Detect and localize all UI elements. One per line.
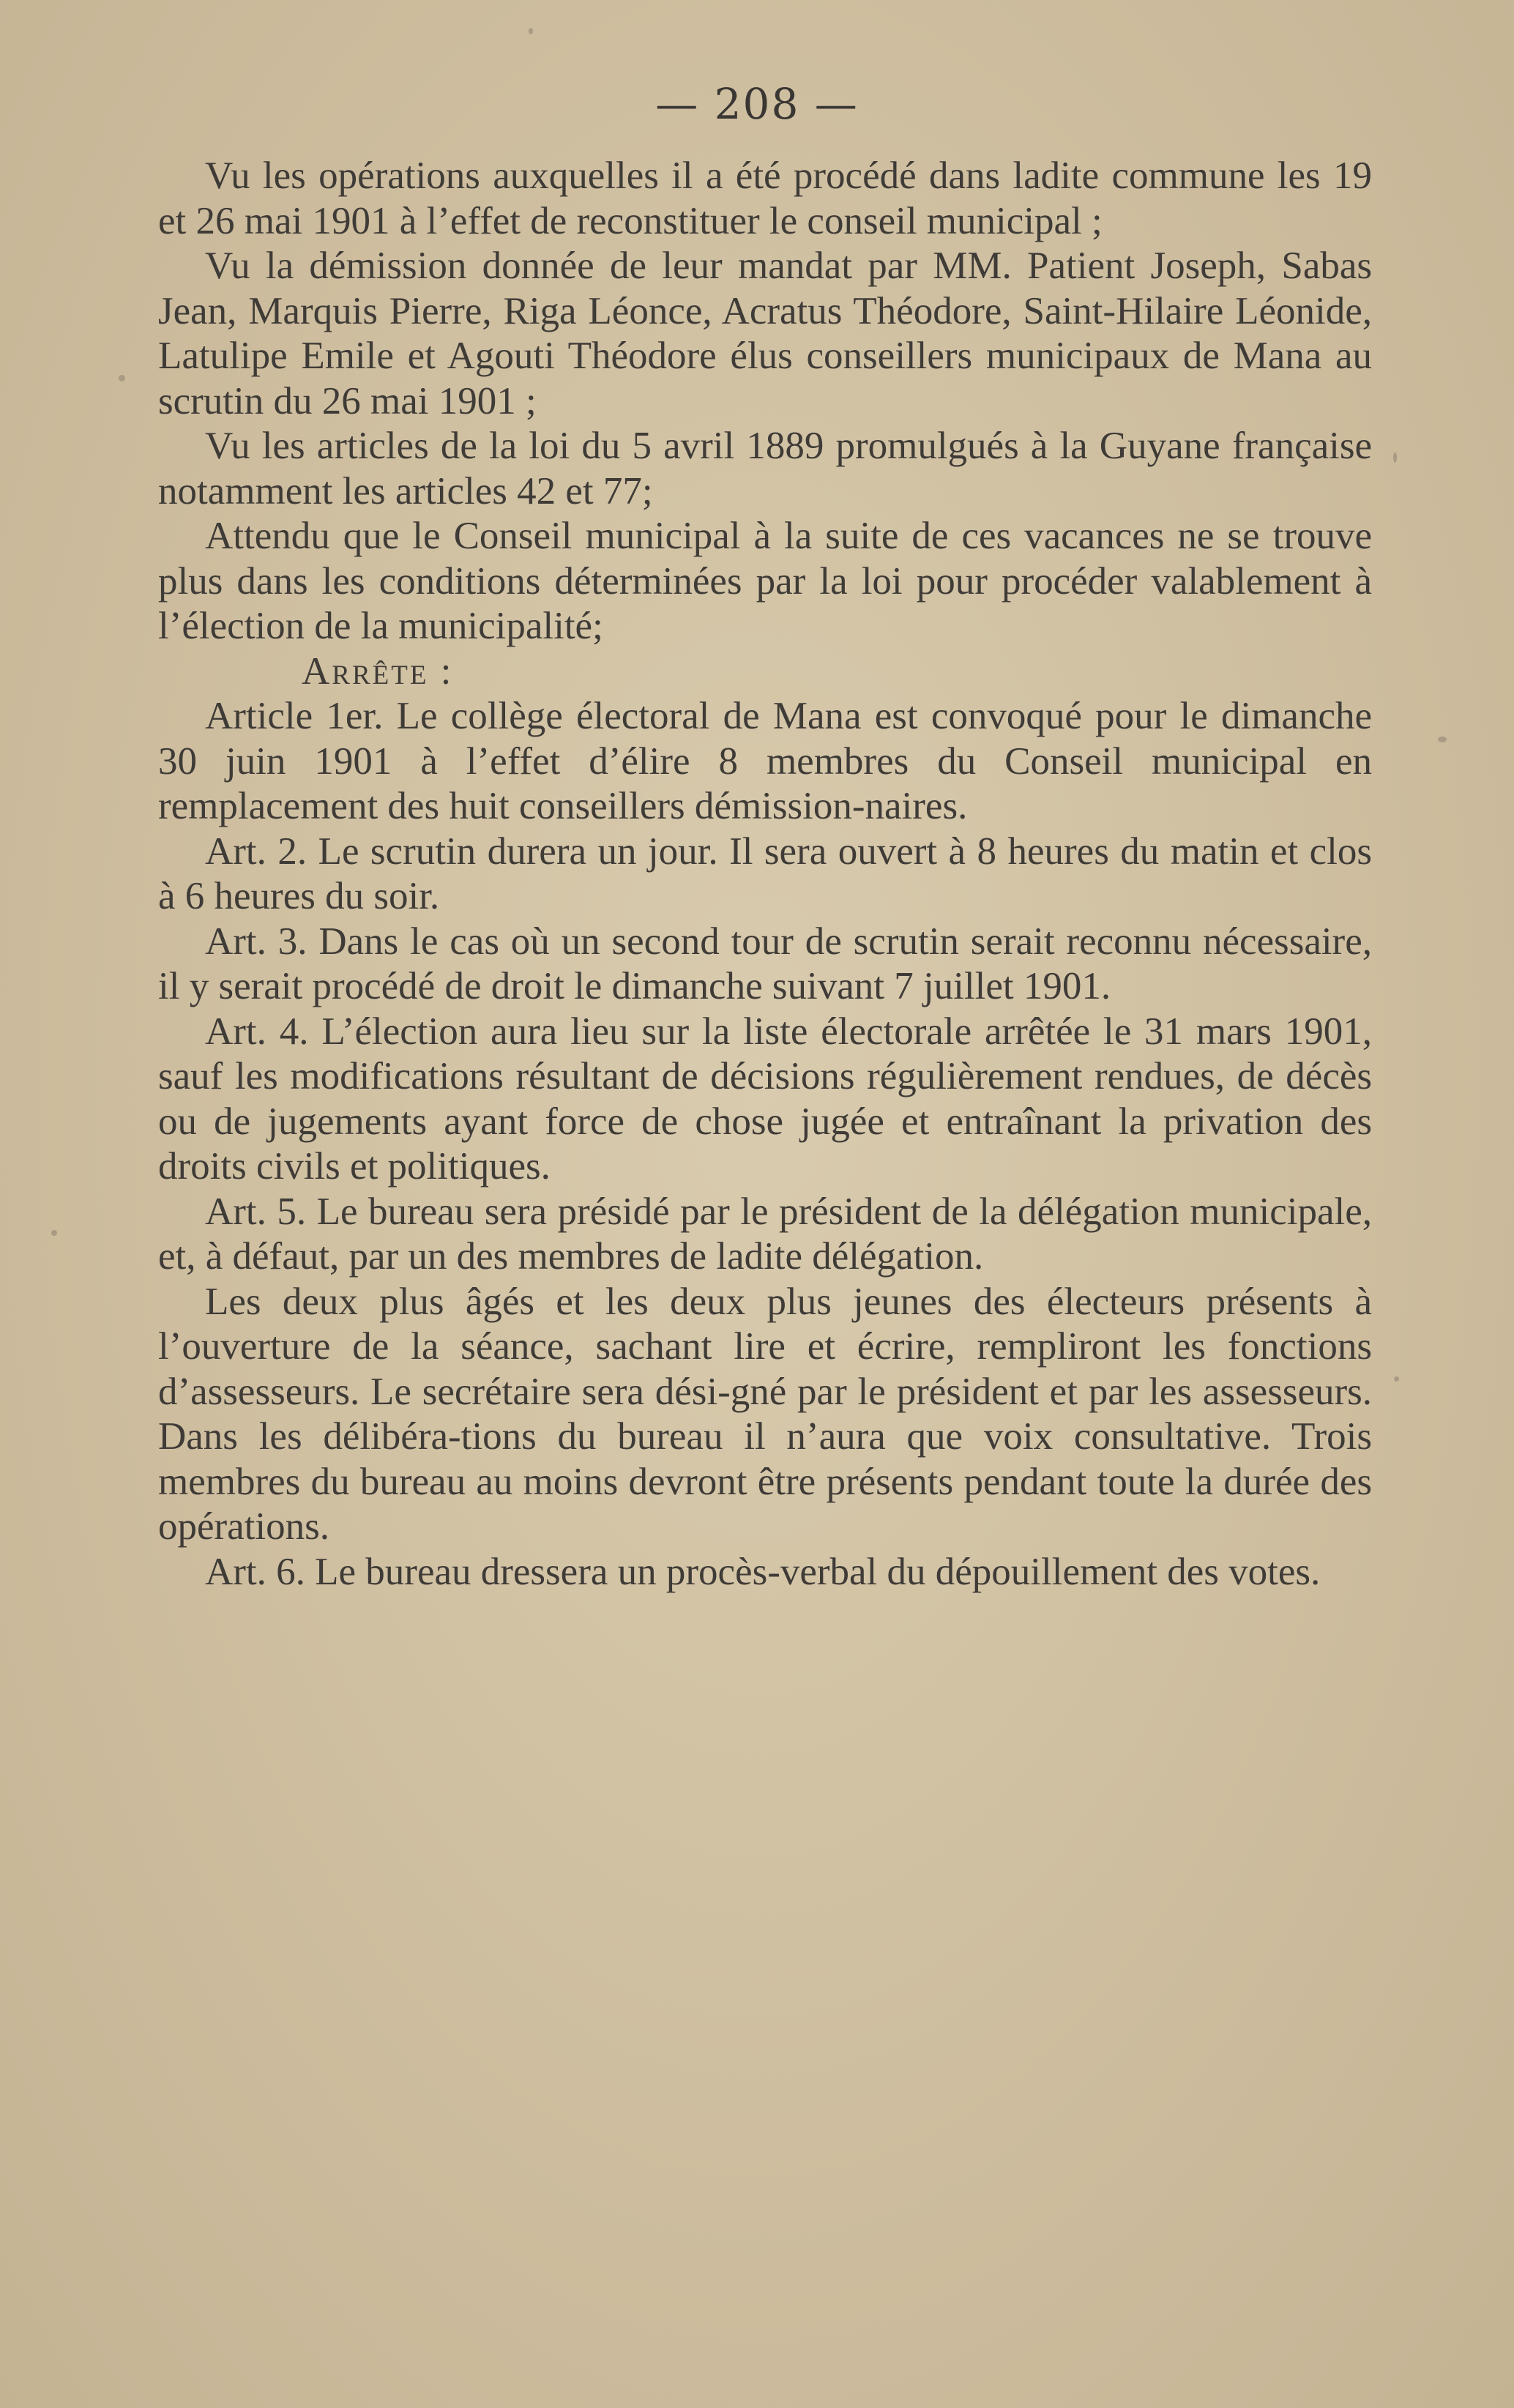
- paragraph-article-2: Art. 2. Le scrutin durera un jour. Il sera ouvert à 8 heures du matin et clos à 6 heures du soir.: [158, 830, 1372, 917]
- paper-speck: [1438, 737, 1447, 742]
- paragraph-article-4: Art. 4. L’élection aura lieu sur la liste électorale arrêtée le 31 mars 1901, sauf les modifications résultant de décisions régulièrement rendues, de décès ou de jugements ayant force de chose jugée et entraînant la privation des droits civils et politiques.: [158, 1010, 1372, 1188]
- document-body: [158, 154, 1372, 1595]
- page-number: — 208 —: [655, 79, 859, 129]
- heading-arrete: Arrête :: [302, 649, 454, 693]
- paper-speck: [1393, 452, 1397, 463]
- paragraph-considerant-loi: Vu les articles de la loi du 5 avril 1889 promulgués à la Guyane française notamment les articles 42 et 77;: [158, 425, 1372, 512]
- paragraph-attendu: Attendu que le Conseil municipal à la suite de ces vacances ne se trouve plus dans les conditions déterminées par la loi pour procéder valablement à l’élection de la municipalité;: [158, 515, 1372, 647]
- paragraph-considerant-operations: Vu les opérations auxquelles il a été procédé dans ladite commune les 19 et 26 mai 1901 à l’effet de reconstituer le conseil municipal ;: [158, 154, 1372, 242]
- paragraph-assesseurs: Les deux plus âgés et les deux plus jeunes des électeurs présents à l’ouverture de la séance, sachant lire et écrire, rempliront les fonctions d’assesseurs. Le secrétaire sera dési-gné par le président et par les assesseurs. Dans les délibéra-tions du bureau il n’aura que voix consultative. Trois membres du bureau au moins devront être présents pendant toute la durée des opérations.: [158, 1280, 1372, 1548]
- paragraph-article-1: Article 1er. Le collège électoral de Mana est convoqué pour le dimanche 30 juin 1901 à l’effet d’élire 8 membres du Conseil municipal en remplacement des huit conseillers démission-naires.: [158, 695, 1372, 827]
- paragraph-article-6: Art. 6. Le bureau dressera un procès-verbal du dépouillement des votes.: [205, 1550, 1321, 1593]
- paper-speck: [51, 1230, 57, 1236]
- paper-speck: [529, 28, 533, 34]
- paragraph-article-5: Art. 5. Le bureau sera présidé par le président de la délégation municipale, et, à défaut, par un des membres de ladite délégation.: [158, 1190, 1372, 1278]
- paper-speck: [119, 375, 125, 381]
- paper-speck: [1394, 1376, 1399, 1382]
- paragraph-article-3: Art. 3. Dans le cas où un second tour de scrutin serait reconnu nécessaire, il y serait procédé de droit le dimanche suivant 7 juillet 1901.: [158, 920, 1372, 1007]
- paragraph-considerant-demission: Vu la démission donnée de leur mandat par MM. Patient Joseph, Sabas Jean, Marquis Pierre, Riga Léonce, Acratus Théodore, Saint-Hilaire Léonide, Latulipe Emile et Agouti Théodore élus conseillers municipaux de Mana au scrutin du 26 mai 1901 ;: [158, 245, 1372, 422]
